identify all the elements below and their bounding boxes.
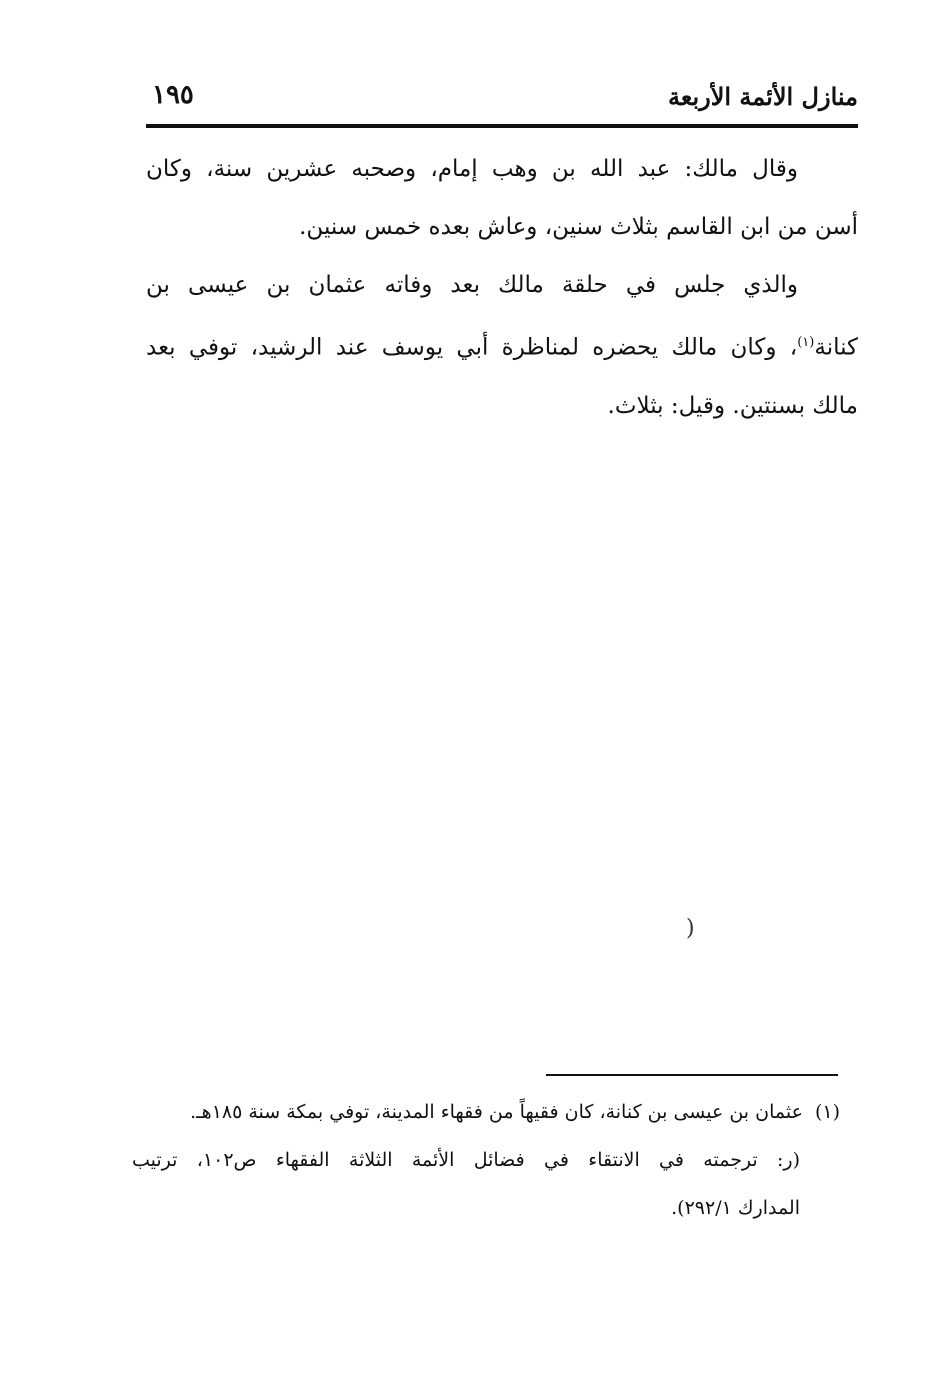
footnote-line: المدارك ٢٩٢/١). [671,1197,800,1219]
main-text [146,140,858,435]
running-head: منازل الأئمة الأربعة [668,82,858,111]
text-line [146,314,858,377]
footnote-reference: (١) [797,335,815,350]
text-line: أسن من ابن القاسم بثلاث سنين، وعاش بعده خمس سنين. [299,214,858,240]
footnote-text: عثمان بن عيسى بن كنانة، كان فقيهاً من فقهاء المدينة، توفي بمكة سنة ١٨٥هـ. [190,1101,803,1123]
text-line: والذي جلس في حلقة مالك بعد وفاته عثمان بن عيسى بن [146,272,798,298]
text-line: وقال مالك: عبد الله بن وهب إمام، وصحبه عشرين سنة، وكان [146,156,798,182]
header-rule [146,124,858,128]
page-number: ١٩٥ [152,80,194,110]
page-header [146,78,858,122]
footnotes [132,1088,840,1232]
text-line: مالك بسنتين. وقيل: بثلاث. [607,392,858,419]
footnote-line [132,1088,840,1136]
stray-mark: ) [686,916,695,941]
footnote-marker: (١) [814,1101,840,1123]
footnote-line: (ر: ترجمته في الانتقاء في فضائل الأئمة الثلاثة الفقهاء ص١٠٢، ترتيب [132,1149,801,1171]
text-fragment: ، وكان مالك يحضره لمناظرة أبي يوسف عند الرشيد، توفي بعد [146,334,798,361]
footnote-separator [546,1074,838,1076]
text-fragment: كنانة [814,334,858,361]
